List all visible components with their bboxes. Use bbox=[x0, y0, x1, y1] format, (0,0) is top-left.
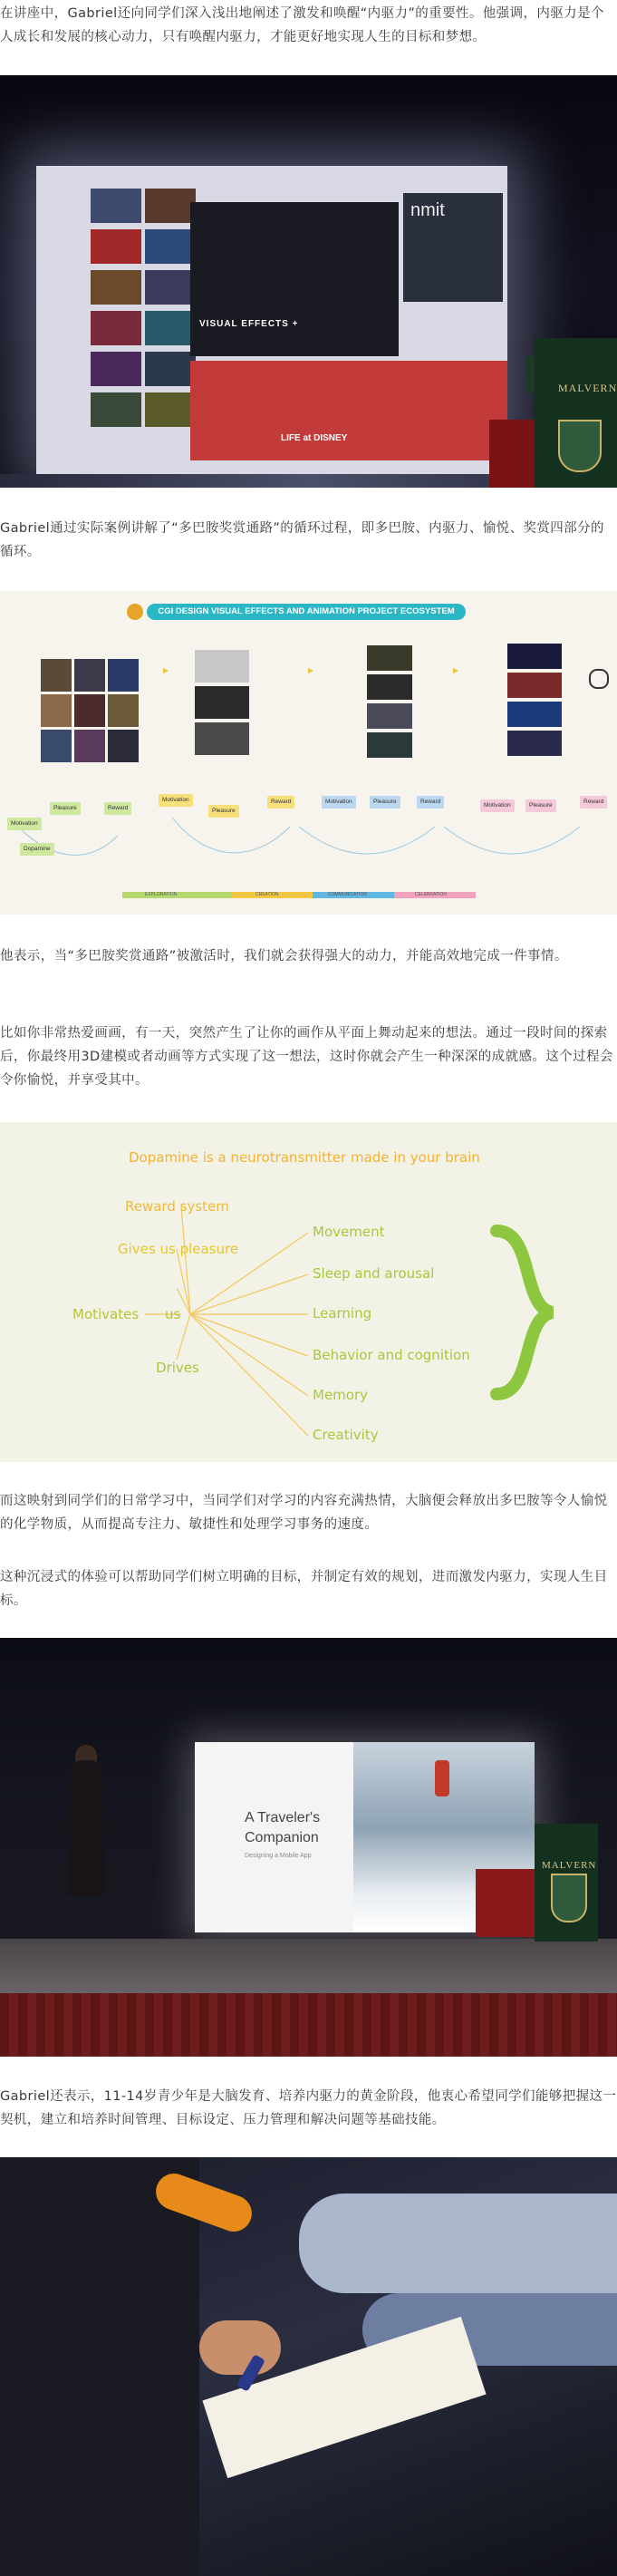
ecosystem-diagram bbox=[0, 591, 617, 915]
reward-pathway-paragraph: Gabriel通过实际案例讲解了“多巴胺奖赏通路”的循环过程，即多巴胺、内驱力、愉悦、奖赏四部分的循环。 bbox=[0, 521, 604, 559]
speaker-figure bbox=[68, 1760, 104, 1896]
screen-feature-image bbox=[190, 202, 399, 356]
bar-label: CREATION bbox=[255, 892, 279, 897]
dopamine-item: Sleep and arousal bbox=[313, 1265, 435, 1282]
motivation-chip: Motivation bbox=[159, 794, 193, 807]
screen-thumbnail bbox=[91, 392, 141, 427]
motivation-chip: Motivation bbox=[480, 799, 515, 812]
artwork-thumbnail bbox=[108, 730, 139, 762]
poster-thumbnail bbox=[507, 673, 562, 698]
brace-icon bbox=[496, 1231, 553, 1394]
sketch-thumbnail bbox=[195, 650, 249, 683]
screen-thumbnail bbox=[91, 189, 141, 223]
diagram-title: CGI DESIGN VISUAL EFFECTS AND ANIMATION PROJECT ECOSYSTEM bbox=[147, 604, 466, 620]
lecture-photo-stage-screen bbox=[0, 75, 617, 488]
render-thumbnail bbox=[367, 732, 412, 758]
artwork-thumbnail bbox=[41, 730, 72, 762]
screen-thumbnail bbox=[145, 229, 196, 264]
dopamine-item: Learning bbox=[313, 1305, 372, 1322]
bar-label: COMMUNICATION bbox=[328, 892, 367, 897]
screen-thumbnail bbox=[145, 392, 196, 427]
immersion-paragraph: 这种沉浸式的体验可以帮助同学们树立明确的目标，并制定有效的规划，进而激发内驱力，实现人生目标。 bbox=[0, 1570, 608, 1608]
screen-thumbnail bbox=[91, 229, 141, 264]
bar-label: CELEBRATION bbox=[415, 892, 447, 897]
podium-label: MALVERN bbox=[542, 1860, 597, 1871]
pleasure-chip: Pleasure bbox=[525, 799, 556, 812]
pleasure-chip: Pleasure bbox=[208, 805, 239, 818]
dopamine-item: Creativity bbox=[313, 1427, 379, 1443]
slide-title-line-1: A Traveler's bbox=[245, 1810, 321, 1825]
us-label: us bbox=[165, 1306, 181, 1322]
screen-thumbnail bbox=[91, 311, 141, 345]
artwork-thumbnail bbox=[108, 659, 139, 692]
screen-thumbnail bbox=[91, 352, 141, 386]
artwork-thumbnail bbox=[41, 659, 72, 692]
artwork-thumbnail bbox=[74, 730, 105, 762]
reward-chip: Reward bbox=[267, 796, 294, 809]
crest-icon bbox=[551, 1874, 587, 1922]
stage-curtain bbox=[0, 1993, 617, 2057]
podium-label: MALVERN bbox=[558, 382, 617, 394]
screen-caption: LIFE at DISNEY bbox=[281, 433, 348, 443]
stage-chair bbox=[503, 1869, 539, 1937]
student-hand bbox=[199, 2320, 281, 2375]
artwork-thumbnail bbox=[41, 694, 72, 727]
screen-logo-text: nmit bbox=[410, 200, 445, 220]
render-thumbnail bbox=[367, 645, 412, 671]
screen-logo-panel bbox=[403, 193, 503, 302]
dopamine-connector-lines bbox=[0, 1122, 617, 1462]
artwork-thumbnail bbox=[74, 694, 105, 727]
climber-figure bbox=[435, 1760, 449, 1796]
dopamine-diagram bbox=[0, 1122, 617, 1462]
screen-heading: VISUAL EFFECTS + bbox=[199, 319, 299, 329]
reward-chip: Reward bbox=[417, 796, 444, 809]
dopamine-item: Movement bbox=[313, 1224, 385, 1240]
activation-paragraph: 他表示，当“多巴胺奖赏通路”被激活时，我们就会获得强大的动力，并能高效地完成一件事情。 bbox=[0, 949, 568, 964]
screen-bottom-collage bbox=[190, 361, 507, 460]
drawing-example-paragraph: 比如你非常热爱画画，有一天，突然产生了让你的画作从平面上舞动起来的想法。通过一段时间的探索后，你最终用3D建模或者动画等方式实现了这一想法，这时你就会产生一种深深的成就感。这个过程会令你愉悦，并享受其中。 bbox=[0, 1026, 613, 1088]
slide-subtitle: Designing a Mobile App bbox=[245, 1853, 312, 1859]
pleasure-chip: Pleasure bbox=[370, 796, 400, 809]
pleasure-label: Gives us pleasure bbox=[118, 1241, 239, 1257]
motivation-chip: Motivation bbox=[7, 818, 42, 830]
crest-icon bbox=[558, 420, 602, 472]
pleasure-chip: Pleasure bbox=[50, 802, 81, 815]
dopamine-item: Behavior and cognition bbox=[313, 1347, 470, 1363]
artwork-thumbnail bbox=[108, 694, 139, 727]
render-thumbnail bbox=[367, 703, 412, 729]
dopamine-title: Dopamine is a neurotransmitter made in your brain bbox=[129, 1149, 480, 1166]
reward-chip: Reward bbox=[104, 802, 131, 815]
screen-thumbnail bbox=[145, 270, 196, 305]
adolescent-paragraph: Gabriel还表示，11-14岁青少年是大脑发育、培养内驱力的黄金阶段，他衷心希望同学们能够把握这一契机，建立和培养时间管理、目标设定、压力管理和解决问题等基础技能。 bbox=[0, 2089, 617, 2127]
poster-thumbnail bbox=[507, 731, 562, 756]
intro-paragraph: 在讲座中，Gabriel还向同学们深入浅出地阐述了激发和唤醒“内驱力”的重要性。他强调，内驱力是个人成长和发展的核心动力，只有唤醒内驱力，才能更好地实现人生的目标和梦想。 bbox=[0, 6, 604, 44]
student-leg bbox=[299, 2193, 617, 2293]
projection-screen bbox=[36, 166, 507, 474]
screen-thumbnail bbox=[145, 311, 196, 345]
reward-system-label: Reward system bbox=[125, 1198, 229, 1215]
sketch-thumbnail bbox=[195, 722, 249, 755]
student-notes-photo bbox=[0, 2157, 617, 2576]
dopamine-item: Memory bbox=[313, 1387, 369, 1403]
student-sleeve bbox=[0, 2157, 199, 2576]
lecture-photo-speaker bbox=[0, 1638, 617, 2057]
stage-floor bbox=[0, 1939, 617, 1993]
learning-paragraph: 而这映射到同学们的日常学习中，当同学们对学习的内容充满热情，大脑便会释放出多巴胺等令人愉悦的化学物质，从而提高专注力、敏捷性和处理学习事务的速度。 bbox=[0, 1494, 608, 1532]
screen-thumbnail bbox=[91, 270, 141, 305]
motivates-label: Motivates bbox=[72, 1306, 140, 1322]
sketch-thumbnail bbox=[195, 686, 249, 719]
bar-label: EXPLORATION bbox=[145, 892, 178, 897]
screen-thumbnail bbox=[145, 352, 196, 386]
poster-thumbnail bbox=[507, 644, 562, 669]
screen-thumbnail bbox=[145, 189, 196, 223]
slide-title-line-2: Companion bbox=[245, 1830, 319, 1845]
drives-label: Drives bbox=[156, 1360, 199, 1376]
reward-chip: Reward bbox=[580, 796, 607, 809]
artwork-thumbnail bbox=[74, 659, 105, 692]
motivation-chip: Motivation bbox=[322, 796, 356, 809]
poster-thumbnail bbox=[507, 702, 562, 727]
render-thumbnail bbox=[367, 674, 412, 700]
dopamine-chip: Dopamine bbox=[20, 843, 54, 856]
